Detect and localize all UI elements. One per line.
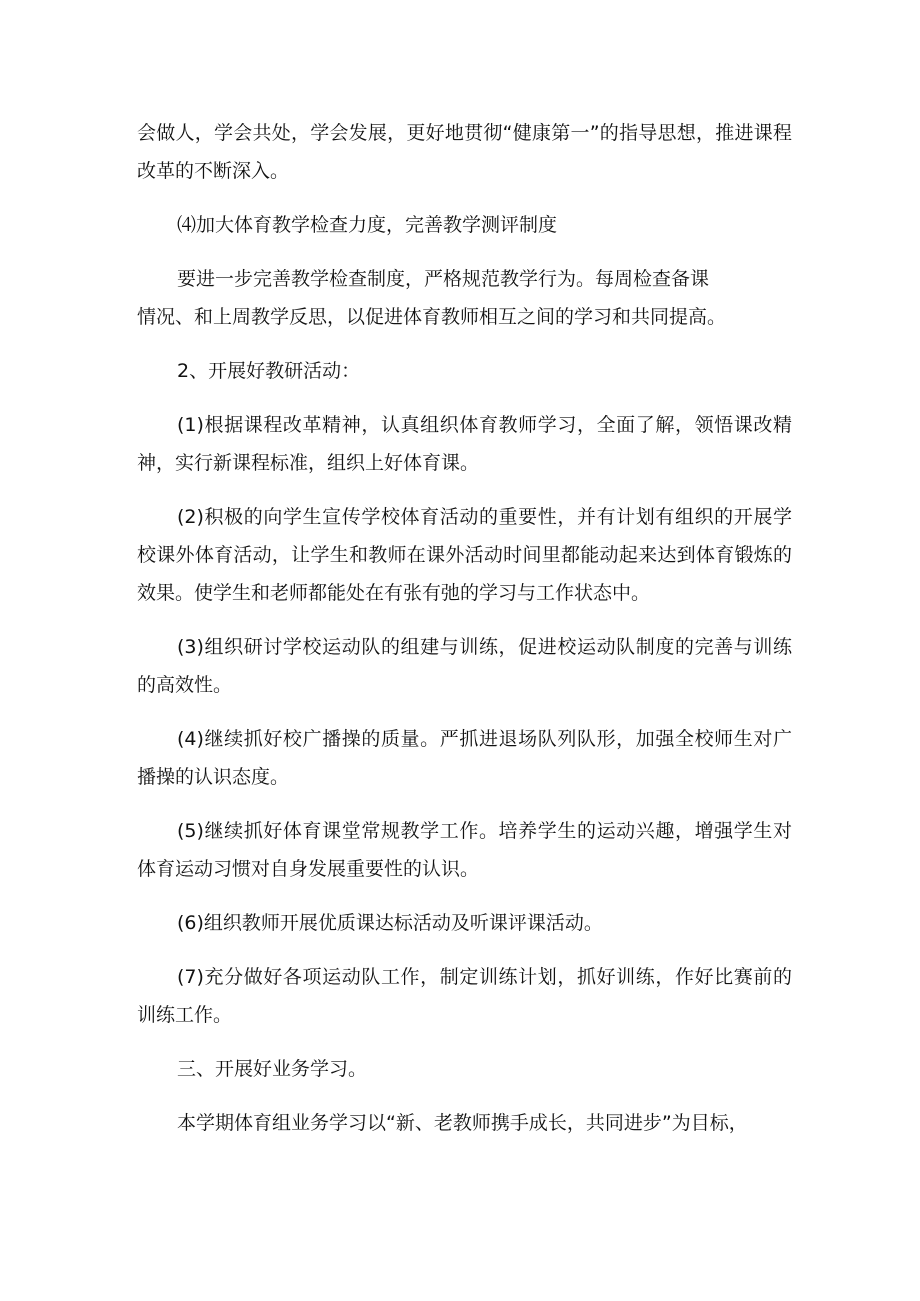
paragraph-8: (3)组织研讨学校运动队的组建与训练，促进校运动队制度的完善与训练的高效性。 xyxy=(137,636,792,696)
paragraph-9: (4)继续抓好校广播操的质量。严抓进退场队列队形，加强全校师生对广播操的认识态度。 xyxy=(137,728,792,788)
document-body xyxy=(137,114,792,1158)
paragraph-6: (1)根据课程改革精神，认真组织体育教师学习，全面了解，领悟课改精神，实行新课程标准，组织上好体育课。 xyxy=(137,414,792,474)
paragraph-13: 三、开展好业务学习。 xyxy=(177,1058,368,1080)
paragraph-4: 情况、和上周教学反思，以促进体育教师相互之间的学习和共同提高。 xyxy=(137,306,727,328)
paragraph-11: (6)组织教师开展优质课达标活动及听课评课活动。 xyxy=(177,912,603,934)
paragraph-1: 会做人，学会共处，学会发展，更好地贯彻“健康第一”的指导思想，推进课程改革的不断深入。 xyxy=(137,122,792,182)
paragraph-7: (2)积极的向学生宣传学校体育活动的重要性，并有计划有组织的开展学校课外体育活动，让学生和教师在课外活动时间里都能动起来达到体育锻炼的效果。使学生和老师都能处在有张有弛的学习与工作状态中。 xyxy=(137,506,792,604)
paragraph-12: (7)充分做好各项运动队工作，制定训练计划，抓好训练，作好比赛前的训练工作。 xyxy=(137,966,792,1026)
paragraph-3: 要进一步完善教学检查制度，严格规范教学行为。每周检查备课 xyxy=(177,268,710,290)
paragraph-5: 2、开展好教研活动： xyxy=(177,360,361,382)
paragraph-10: (5)继续抓好体育课堂常规教学工作。培养学生的运动兴趣，增强学生对体育运动习惯对自身发展重要性的认识。 xyxy=(137,820,792,880)
paragraph-2: ⑷加大体育教学检查力度，完善教学测评制度 xyxy=(177,214,558,236)
paragraph-14: 本学期体育组业务学习以“新、老教师携手成长，共同进步”为目标， xyxy=(177,1112,748,1134)
